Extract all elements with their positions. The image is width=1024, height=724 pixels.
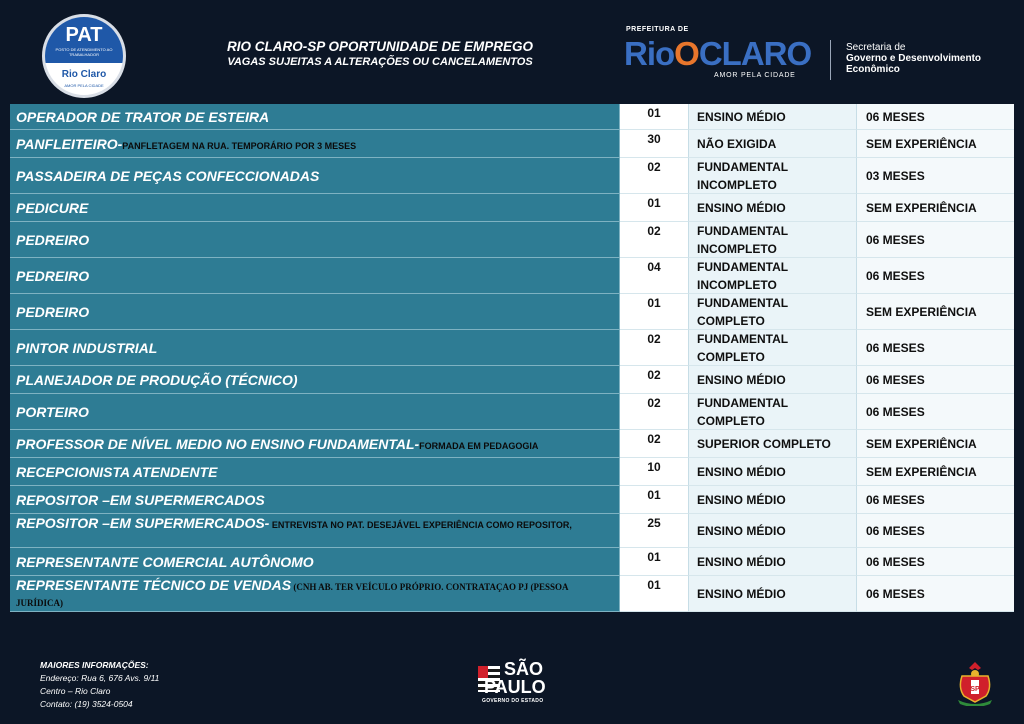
job-row — [10, 576, 1014, 612]
job-row — [10, 458, 1014, 486]
job-role-title: PANFLEITEIRO- — [16, 135, 123, 152]
job-experience: SEM EXPERIÊNCIA — [856, 294, 1014, 330]
job-quantity: 02 — [620, 394, 688, 430]
job-row — [10, 394, 1014, 430]
job-education: NÃO EXIGIDA — [688, 130, 856, 158]
job-education: ENSINO MÉDIO — [688, 194, 856, 222]
job-role-cell — [10, 458, 620, 486]
job-role-title: REPRESENTANTE TÉCNICO DE VENDAS — [16, 577, 292, 593]
job-education: FUNDAMENTAL INCOMPLETO — [688, 258, 856, 294]
job-education: ENSINO MÉDIO — [688, 576, 856, 612]
job-row — [10, 104, 1014, 130]
job-role-cell — [10, 514, 620, 548]
job-role-title: PINTOR INDUSTRIAL — [16, 339, 158, 356]
job-experience: SEM EXPERIÊNCIA — [856, 130, 1014, 158]
job-role-cell — [10, 294, 620, 330]
pat-logo-city: Rio Claro — [61, 69, 107, 80]
job-role-title: REPRESENTANTE COMERCIAL AUTÔNOMO — [16, 553, 314, 570]
job-education: ENSINO MÉDIO — [688, 366, 856, 394]
job-role-note: FORMADA EM PEDAGOGIA — [419, 440, 539, 451]
job-quantity: 01 — [620, 486, 688, 514]
job-row — [10, 258, 1014, 294]
job-row — [10, 430, 1014, 458]
job-row — [10, 130, 1014, 158]
job-experience: SEM EXPERIÊNCIA — [856, 194, 1014, 222]
job-row — [10, 158, 1014, 194]
logo-divider — [830, 40, 831, 80]
job-experience: 06 MESES — [856, 366, 1014, 394]
pat-logo-word: PAT — [65, 24, 103, 46]
job-education: FUNDAMENTAL INCOMPLETO — [688, 222, 856, 258]
job-row — [10, 330, 1014, 366]
job-quantity: 02 — [620, 222, 688, 258]
page-title-line2: VAGAS SUJEITAS A ALTERAÇÕES OU CANCELAMENTOS — [227, 56, 533, 68]
sao-paulo-logo — [478, 660, 558, 708]
job-experience: 06 MESES — [856, 576, 1014, 612]
job-experience: 06 MESES — [856, 222, 1014, 258]
job-quantity: 01 — [620, 576, 688, 612]
job-experience: 06 MESES — [856, 104, 1014, 130]
job-education: ENSINO MÉDIO — [688, 486, 856, 514]
contact-info — [40, 659, 159, 711]
job-role-title: PROFESSOR DE NÍVEL MEDIO NO ENSINO FUNDAMENTAL- — [16, 435, 420, 452]
job-row — [10, 294, 1014, 330]
job-quantity: 01 — [620, 294, 688, 330]
contact-heading: MAIORES INFORMAÇÕES: — [40, 660, 149, 670]
job-row — [10, 194, 1014, 222]
job-role-title: PEDREIRO — [16, 303, 90, 320]
job-role-cell — [10, 130, 620, 158]
job-role-cell — [10, 104, 620, 130]
contact-phone: Contato: (19) 3524-0504 — [40, 699, 133, 709]
map-pin-icon: O — [674, 35, 699, 72]
page-title — [160, 38, 600, 69]
job-quantity: 25 — [620, 514, 688, 548]
job-row — [10, 486, 1014, 514]
jobs-table — [10, 104, 1014, 612]
job-role-title: PEDICURE — [16, 199, 89, 216]
job-row — [10, 548, 1014, 576]
job-role-cell — [10, 258, 620, 294]
job-quantity: 02 — [620, 430, 688, 458]
job-role-title: PEDREIRO — [16, 267, 90, 284]
contact-address: Endereço: Rua 6, 676 Avs. 9/11 — [40, 673, 160, 683]
job-role-note: ENTREVISTA NO PAT. DESEJÁVEL EXPERIÊNCIA COMO REPOSITOR, — [269, 520, 572, 530]
job-quantity: 02 — [620, 330, 688, 366]
job-role-cell — [10, 576, 620, 612]
job-education: ENSINO MÉDIO — [688, 514, 856, 548]
job-experience: 06 MESES — [856, 394, 1014, 430]
job-education: FUNDAMENTAL COMPLETO — [688, 330, 856, 366]
job-education: FUNDAMENTAL INCOMPLETO — [688, 158, 856, 194]
job-education: ENSINO MÉDIO — [688, 548, 856, 576]
job-quantity: 01 — [620, 548, 688, 576]
job-role-title: PLANEJADOR DE PRODUÇÃO (TÉCNICO) — [16, 371, 298, 388]
job-role-title: RECEPCIONISTA ATENDENTE — [16, 463, 218, 480]
job-role-cell — [10, 394, 620, 430]
job-role-cell — [10, 366, 620, 394]
job-experience: 06 MESES — [856, 486, 1014, 514]
job-row — [10, 222, 1014, 258]
job-role-cell — [10, 158, 620, 194]
rio-claro-logo-prefix: PREFEITURA DE — [626, 26, 689, 33]
sp-logo-line2: PAULO — [484, 677, 546, 697]
sp-logo-line1: SÃO — [504, 659, 544, 679]
job-role-title: PASSADEIRA DE PEÇAS CONFECCIONADAS — [16, 167, 320, 184]
job-experience: 03 MESES — [856, 158, 1014, 194]
sp-logo-line3: GOVERNO DO ESTADO — [482, 698, 544, 704]
secretaria-label: Secretaria de Governo e Desenvolvimento Econômico — [846, 42, 982, 75]
job-row — [10, 514, 1014, 548]
job-role-cell — [10, 330, 620, 366]
pat-logo-tag: AMOR PELA CIDADE — [64, 83, 104, 88]
job-experience: 06 MESES — [856, 330, 1014, 366]
job-education: ENSINO MÉDIO — [688, 104, 856, 130]
seal-label: SP — [970, 686, 980, 693]
job-role-title: PORTEIRO — [16, 403, 89, 420]
job-role-cell — [10, 194, 620, 222]
rio-claro-logo — [624, 26, 824, 84]
job-role-cell — [10, 222, 620, 258]
job-role-note: PANFLETAGEM NA RUA. TEMPORÁRIO POR 3 MESES — [122, 140, 357, 151]
state-coat-of-arms-icon — [954, 660, 996, 706]
job-row — [10, 366, 1014, 394]
job-quantity: 04 — [620, 258, 688, 294]
job-role-cell — [10, 548, 620, 576]
job-role-cell — [10, 486, 620, 514]
job-quantity: 10 — [620, 458, 688, 486]
job-role-title: REPOSITOR –EM SUPERMERCADOS- — [16, 515, 270, 531]
rio-claro-logo-name: RioOCLARO — [624, 35, 812, 72]
job-education: SUPERIOR COMPLETO — [688, 430, 856, 458]
job-role-title: REPOSITOR –EM SUPERMERCADOS — [16, 491, 265, 508]
job-experience: 06 MESES — [856, 258, 1014, 294]
job-education: FUNDAMENTAL COMPLETO — [688, 294, 856, 330]
job-role-note: (CNH AB. TER VEÍCULO PRÓPRIO. CONTRATAÇAO PJ (PESSOA JURÍDICA) — [16, 582, 568, 608]
job-role-title: OPERADOR DE TRATOR DE ESTEIRA — [16, 108, 270, 125]
job-quantity: 30 — [620, 130, 688, 158]
job-quantity: 01 — [620, 104, 688, 130]
job-experience: 06 MESES — [856, 514, 1014, 548]
job-experience: SEM EXPERIÊNCIA — [856, 458, 1014, 486]
job-role-cell — [10, 430, 620, 458]
job-quantity: 02 — [620, 158, 688, 194]
job-quantity: 01 — [620, 194, 688, 222]
contact-district: Centro – Rio Claro — [40, 686, 111, 696]
job-education: FUNDAMENTAL COMPLETO — [688, 394, 856, 430]
pat-logo-subtitle: POSTO DE ATENDIMENTO AO TRABALHADOR — [55, 47, 113, 57]
rio-claro-logo-tagline: AMOR PELA CIDADE — [714, 72, 796, 79]
job-experience: SEM EXPERIÊNCIA — [856, 430, 1014, 458]
job-quantity: 02 — [620, 366, 688, 394]
page-title-line1: RIO CLARO-SP OPORTUNIDADE DE EMPREGO — [226, 39, 534, 54]
pat-logo — [42, 14, 126, 98]
job-role-title: PEDREIRO — [16, 231, 90, 248]
job-education: ENSINO MÉDIO — [688, 458, 856, 486]
job-experience: 06 MESES — [856, 548, 1014, 576]
